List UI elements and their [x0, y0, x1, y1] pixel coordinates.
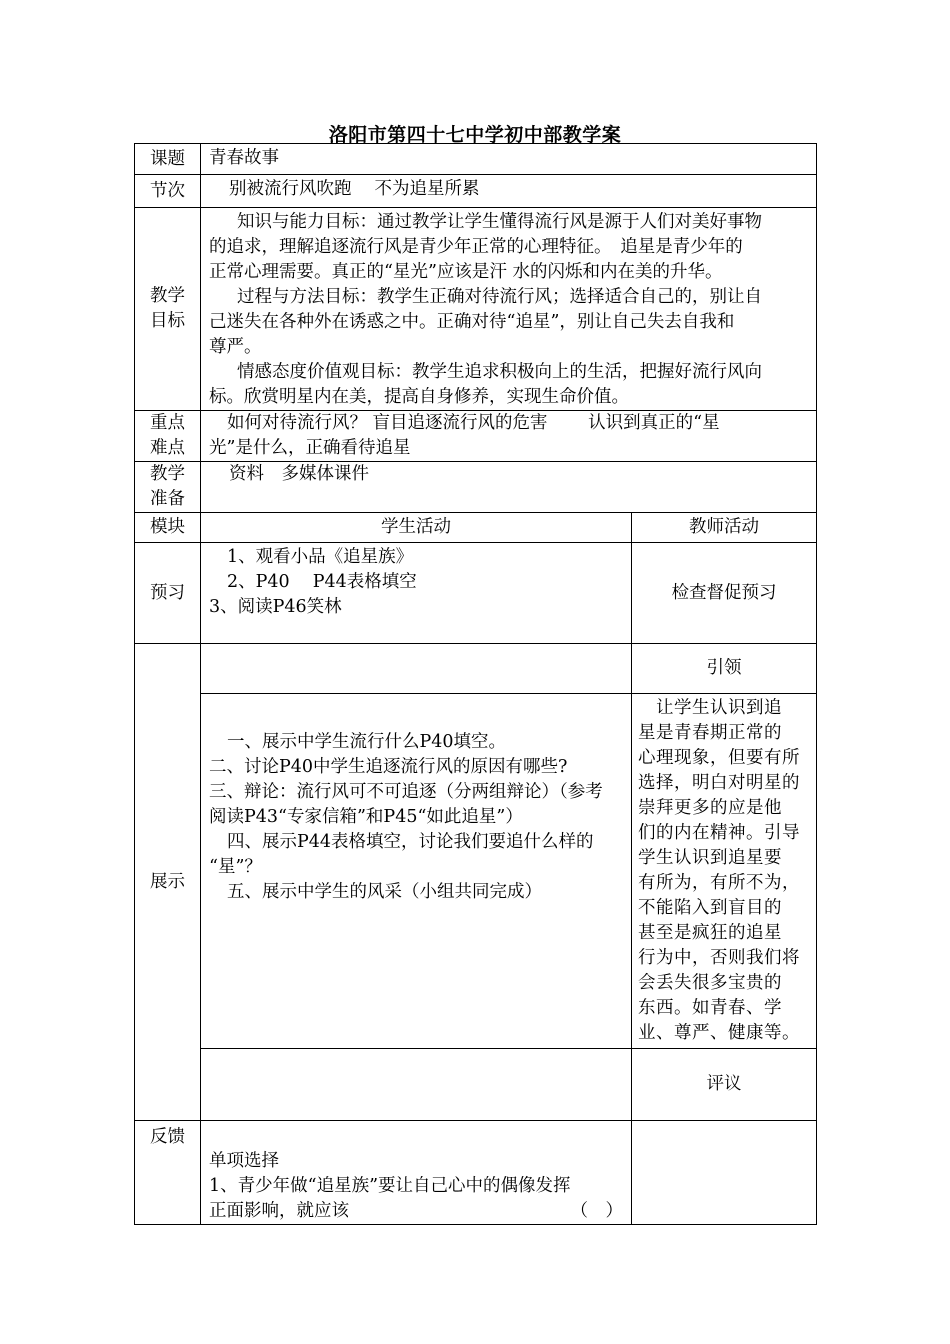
- row-column-headers: [135, 513, 817, 543]
- objective-knowledge-line2: 的追求，理解追逐流行风是青少年正常的心理特征。 追星是青少年的: [209, 237, 743, 257]
- show-item-3-line1: 三、辩论：流行风可不可追逐（分两组辩论）（参考: [209, 782, 603, 802]
- keypoints-content: [201, 411, 817, 462]
- objective-knowledge-line3: 正常心理需要。真正的“星光”应该是汗 水的闪烁和内在美的升华。: [209, 262, 723, 282]
- label-keypoints-2: 难点: [150, 438, 185, 458]
- feedback-q1-line2: 正面影响，就应该: [209, 1201, 349, 1221]
- prep-value: 资料 多媒体课件: [201, 462, 817, 513]
- document-title: 洛阳市第四十七中学初中部教学案: [328, 124, 622, 146]
- row-prep: [135, 462, 817, 513]
- objective-knowledge-line1: 知识与能力目标：通过教学让学生懂得流行风是源于人们对美好事物: [237, 212, 762, 232]
- feedback-content: [201, 1121, 632, 1225]
- label-objectives-1: 教学: [150, 286, 185, 306]
- show-item-1: 一、展示中学生流行什么P40填空。: [227, 732, 507, 752]
- teacher-line: 会丢失很多宝贵的: [638, 973, 782, 993]
- show-review: 评议: [632, 1049, 817, 1121]
- teacher-line: 选择，明白对明星的: [638, 773, 800, 793]
- feedback-heading: 单项选择: [209, 1151, 279, 1171]
- header-module: 模块: [135, 513, 201, 543]
- preview-teacher: 检查督促预习: [632, 543, 817, 644]
- row-show-review: [135, 1049, 817, 1121]
- show-teacher-guidance: [632, 694, 817, 1049]
- feedback-q1-line1: 1、青少年做“追星族”要让自己心中的偶像发挥: [209, 1176, 571, 1196]
- teacher-line: 有所为，有所不为，: [638, 873, 800, 893]
- objective-process-line1: 过程与方法目标：教学生正确对待流行风；选择适合自己的，别让自: [237, 287, 762, 307]
- label-topic: 课题: [135, 144, 201, 175]
- show-item-3-line2: 阅读P43“专家信箱”和P45“如此追星”）: [209, 807, 523, 827]
- label-section: 节次: [135, 175, 201, 208]
- show-item-4-line2: “星”？: [209, 857, 262, 877]
- label-prep-1: 教学: [150, 464, 185, 484]
- row-show-main: [135, 694, 817, 1049]
- label-prep-2: 准备: [150, 489, 185, 509]
- preview-item-1: 1、观看小品《追星族》: [227, 547, 414, 567]
- objective-attitude-line1: 情感态度价值观目标：教学生追求积极向上的生活，把握好流行风向: [237, 362, 762, 382]
- feedback-q1-line2-row: [209, 1199, 623, 1224]
- teacher-line: 们的内在精神。引导: [638, 823, 800, 843]
- preview-content: [201, 543, 632, 644]
- teacher-line: 东西。如青春、学: [638, 998, 782, 1018]
- teacher-line: 甚至是疯狂的追星: [638, 923, 782, 943]
- show-item-2: 二、讨论P40中学生追逐流行风的原因有哪些?: [209, 757, 568, 777]
- show-lead-empty: [201, 644, 632, 694]
- feedback-teacher-empty: [632, 1121, 817, 1225]
- row-feedback: [135, 1121, 817, 1225]
- row-section: [135, 175, 817, 208]
- teacher-line: 行为中，否则我们将: [638, 948, 800, 968]
- label-keypoints: [135, 411, 201, 462]
- show-lead: 引领: [632, 644, 817, 694]
- keypoints-line2: 光”是什么，正确看待追星: [209, 438, 411, 458]
- teacher-line: 星是青春期正常的: [638, 723, 782, 743]
- label-keypoints-1: 重点: [150, 413, 185, 433]
- row-topic: [135, 144, 817, 175]
- topic-value: 青春故事: [201, 144, 817, 175]
- show-item-4-line1: 四、展示P44表格填空，讨论我们要追什么样的: [227, 832, 594, 852]
- teacher-line: 业、尊严、健康等。: [638, 1023, 800, 1043]
- objective-process-line2: 己迷失在各种外在诱惑之中。正确对待“追星”，别让自己失去自我和: [209, 312, 735, 332]
- feedback-q1-answer-blank: （ ）: [570, 1201, 623, 1221]
- row-preview: [135, 543, 817, 644]
- row-keypoints: [135, 411, 817, 462]
- teacher-line: 让学生认识到追: [638, 698, 782, 718]
- label-objectives: [135, 208, 201, 411]
- teacher-line: 心理现象，但要有所: [638, 748, 800, 768]
- teacher-line: 学生认识到追星要: [638, 848, 782, 868]
- row-objectives: [135, 208, 817, 411]
- section-value: 别被流行风吹跑 不为追星所累: [201, 175, 817, 208]
- lesson-plan-table: [134, 143, 817, 1225]
- teacher-line: 不能陷入到盲目的: [638, 898, 782, 918]
- show-review-empty: [201, 1049, 632, 1121]
- show-item-5: 五、展示中学生的风采（小组共同完成）: [227, 882, 542, 902]
- objectives-content: [201, 208, 817, 411]
- objective-process-line3: 尊严。: [209, 337, 262, 357]
- show-content: [201, 694, 632, 1049]
- preview-item-2: 2、P40 P44表格填空: [227, 572, 417, 592]
- label-feedback: 反馈: [135, 1121, 201, 1225]
- teacher-line: 崇拜更多的应是他: [638, 798, 782, 818]
- label-prep: [135, 462, 201, 513]
- preview-item-3: 3、阅读P46笑林: [209, 597, 342, 617]
- keypoints-line1: 如何对待流行风？ 盲目追逐流行风的危害 认识到真正的“星: [227, 413, 720, 433]
- header-teacher: 教师活动: [632, 513, 817, 543]
- label-objectives-2: 目标: [150, 311, 185, 331]
- objective-attitude-line2: 标。欣赏明星内在美，提高自身修养，实现生命价值。: [209, 387, 629, 407]
- label-show: 展示: [135, 644, 201, 1121]
- header-student: 学生活动: [201, 513, 632, 543]
- row-show-lead: [135, 644, 817, 694]
- label-preview: 预习: [135, 543, 201, 644]
